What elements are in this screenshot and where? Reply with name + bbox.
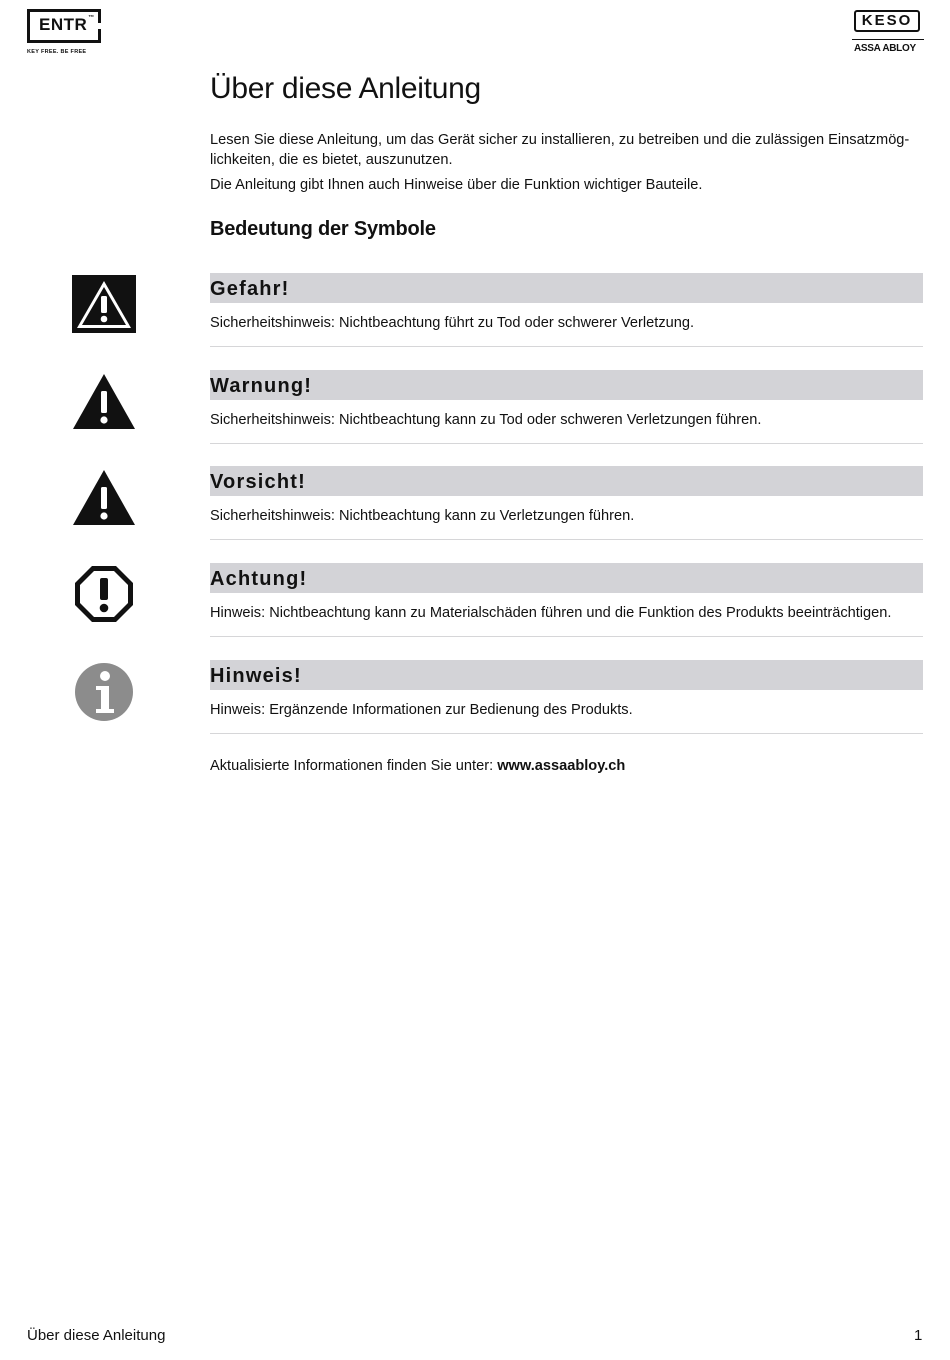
page-number: 1 (914, 1327, 923, 1344)
entr-tagline: KEY FREE. BE FREE (27, 49, 87, 55)
update-text: Aktualisierte Informationen finden Sie unter: (210, 758, 498, 774)
octagon-exclamation-icon (72, 563, 136, 625)
keso-logo (852, 10, 924, 58)
symbol-title: Warnung! (210, 370, 923, 400)
symbol-description: Sicherheitshinweis: Nichtbeachtung führt zu Tod oder schwerer Verletzung. (210, 315, 695, 331)
symbol-title: Vorsicht! (210, 466, 923, 496)
footer-title: Über diese Anleitung (27, 1327, 166, 1344)
intro-text (210, 130, 923, 195)
symbol-description: Hinweis: Nichtbeachtung kann zu Materialschäden führen und die Funktion des Produkts beeinträchtigen. (210, 605, 892, 621)
symbol-description: Sicherheitshinweis: Nichtbeachtung kann zu Verletzungen führen. (210, 508, 635, 524)
symbol-vorsicht (210, 466, 923, 540)
assa-abloy-logo-text: ASSA ABLOY (854, 43, 916, 54)
update-info (210, 758, 625, 774)
symbol-title: Gefahr! (210, 273, 923, 303)
danger-triangle-boxed-icon (72, 273, 136, 335)
entr-logo (27, 9, 103, 59)
caution-triangle-icon (72, 466, 136, 528)
section-title: Bedeutung der Symbole (210, 218, 436, 240)
entr-logo-text: ENTR™ (39, 15, 95, 34)
intro-paragraph-2: Die Anleitung gibt Ihnen auch Hinweise über die Funktion wichtiger Bauteile. (210, 177, 703, 193)
symbol-warnung (210, 370, 923, 444)
symbol-title: Achtung! (210, 563, 923, 593)
symbol-achtung (210, 563, 923, 637)
symbol-hinweis (210, 660, 923, 734)
keso-logo-text: KESO (854, 10, 920, 32)
intro-paragraph-1: Lesen Sie diese Anleitung, um das Gerät sicher zu installieren, zu betreiben und die zulässigen Einsatzmög-lichkeiten, die es bietet, auszunutzen. (210, 132, 910, 168)
symbol-description: Hinweis: Ergänzende Informationen zur Bedienung des Produkts. (210, 702, 633, 718)
keso-logo-divider (852, 39, 924, 40)
info-circle-icon (72, 661, 136, 723)
warning-triangle-icon (72, 370, 136, 432)
symbol-gefahr (210, 273, 923, 347)
symbol-title: Hinweis! (210, 660, 923, 690)
website-link[interactable]: www.assaabloy.ch (497, 758, 626, 774)
symbol-description: Sicherheitshinweis: Nichtbeachtung kann zu Tod oder schweren Verletzungen führen. (210, 412, 762, 428)
page-title: Über diese Anleitung (210, 72, 481, 105)
